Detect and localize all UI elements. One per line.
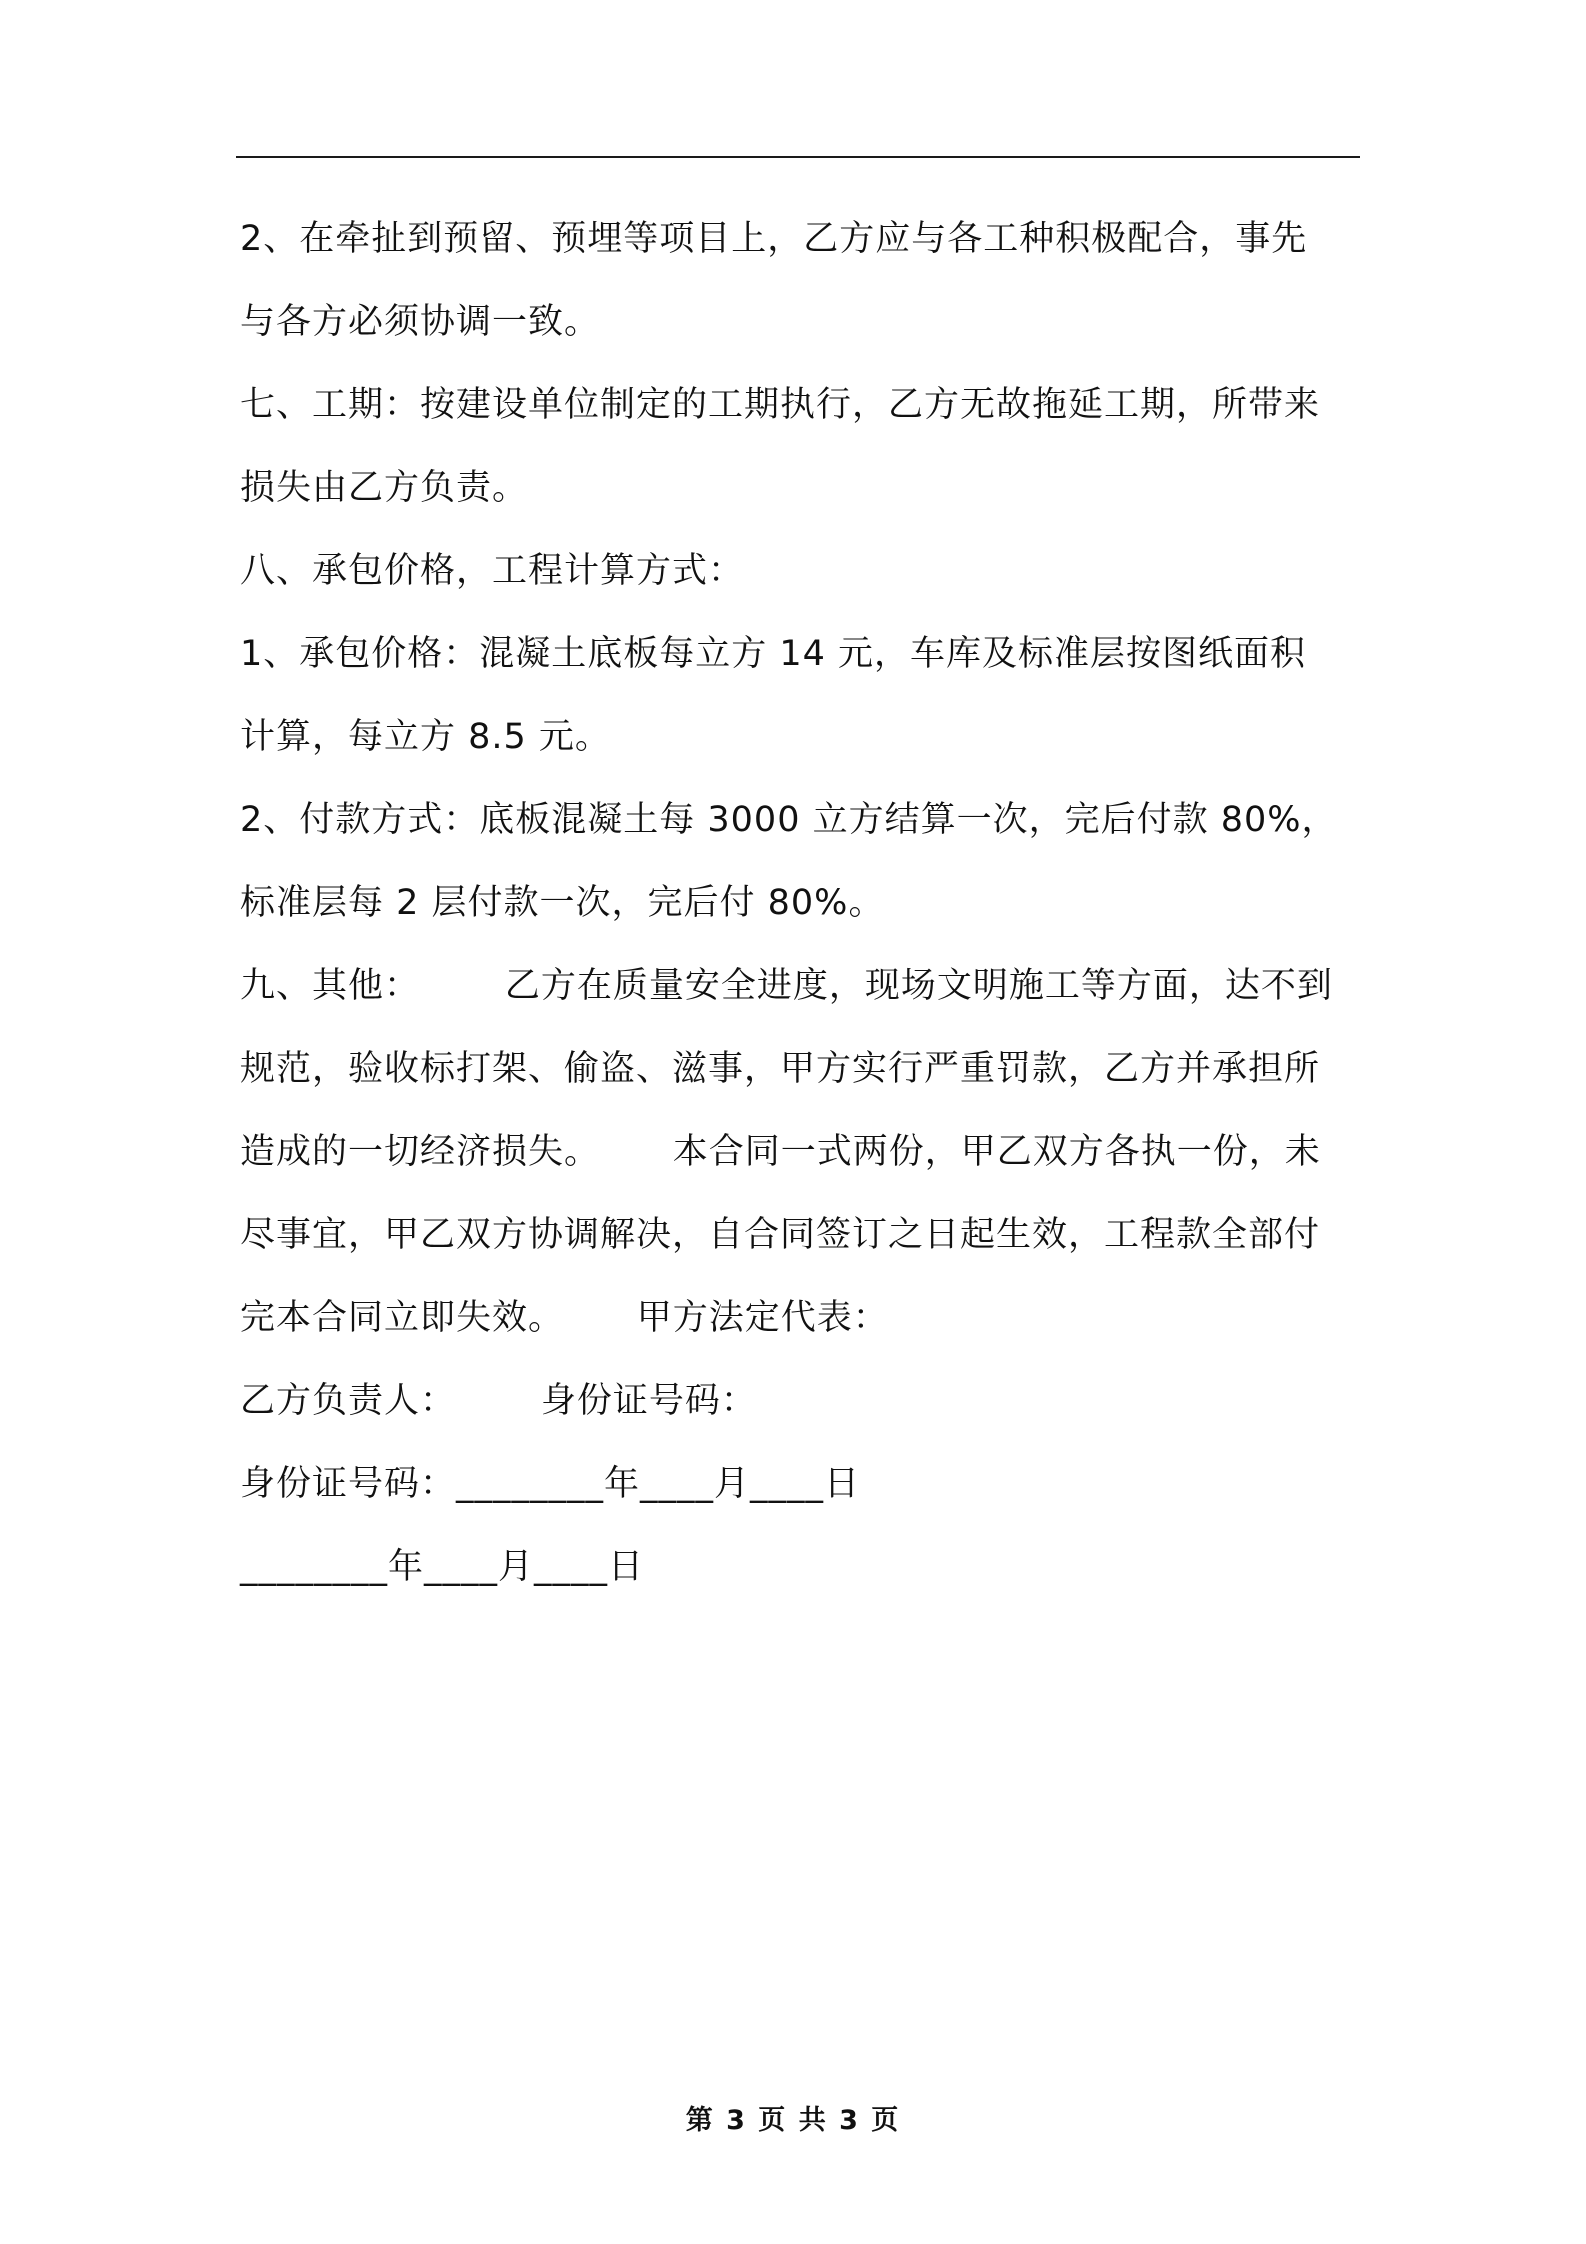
document-body xyxy=(240,198,1360,1609)
page-number: 第 3 页 共 3 页 xyxy=(685,2105,901,2136)
body-line: 2、在牵扯到预留、预埋等项目上，乙方应与各工种积极配合，事先 xyxy=(240,219,1308,259)
header-rule xyxy=(236,156,1360,158)
body-line: 损失由乙方负责。 xyxy=(240,468,529,508)
section-heading: 八、承包价格，工程计算方式： xyxy=(240,551,745,591)
signature-line: 乙方负责人： 身份证号码： xyxy=(240,1381,757,1421)
body-line: 1、承包价格：混凝土底板每立方 14 元，车库及标准层按图纸面积 xyxy=(240,634,1307,674)
body-line: 七、工期：按建设单位制定的工期执行，乙方无故拖延工期，所带来 xyxy=(240,385,1321,425)
signature-line: 完本合同立即失效。 甲方法定代表： xyxy=(240,1298,889,1338)
body-line: 尽事宜，甲乙双方协调解决，自合同签订之日起生效，工程款全部付 xyxy=(240,1215,1321,1255)
body-line: 造成的一切经济损失。 本合同一式两份，甲乙双方各执一份，未 xyxy=(240,1132,1321,1172)
body-line: 标准层每 2 层付款一次，完后付 80%。 xyxy=(240,883,885,923)
body-line: 计算，每立方 8.5 元。 xyxy=(240,717,611,757)
date-line: 身份证号码：________年____月____日 xyxy=(240,1464,861,1504)
body-line: 2、付款方式：底板混凝土每 3000 立方结算一次，完后付款 80%， xyxy=(240,800,1338,840)
date-line: ________年____月____日 xyxy=(240,1547,645,1587)
body-line: 规范，验收标打架、偷盗、滋事，甲方实行严重罚款，乙方并承担所 xyxy=(240,1049,1321,1089)
body-line: 九、其他： 乙方在质量安全进度，现场文明施工等方面，达不到 xyxy=(240,966,1333,1006)
body-line: 与各方必须协调一致。 xyxy=(240,302,601,342)
